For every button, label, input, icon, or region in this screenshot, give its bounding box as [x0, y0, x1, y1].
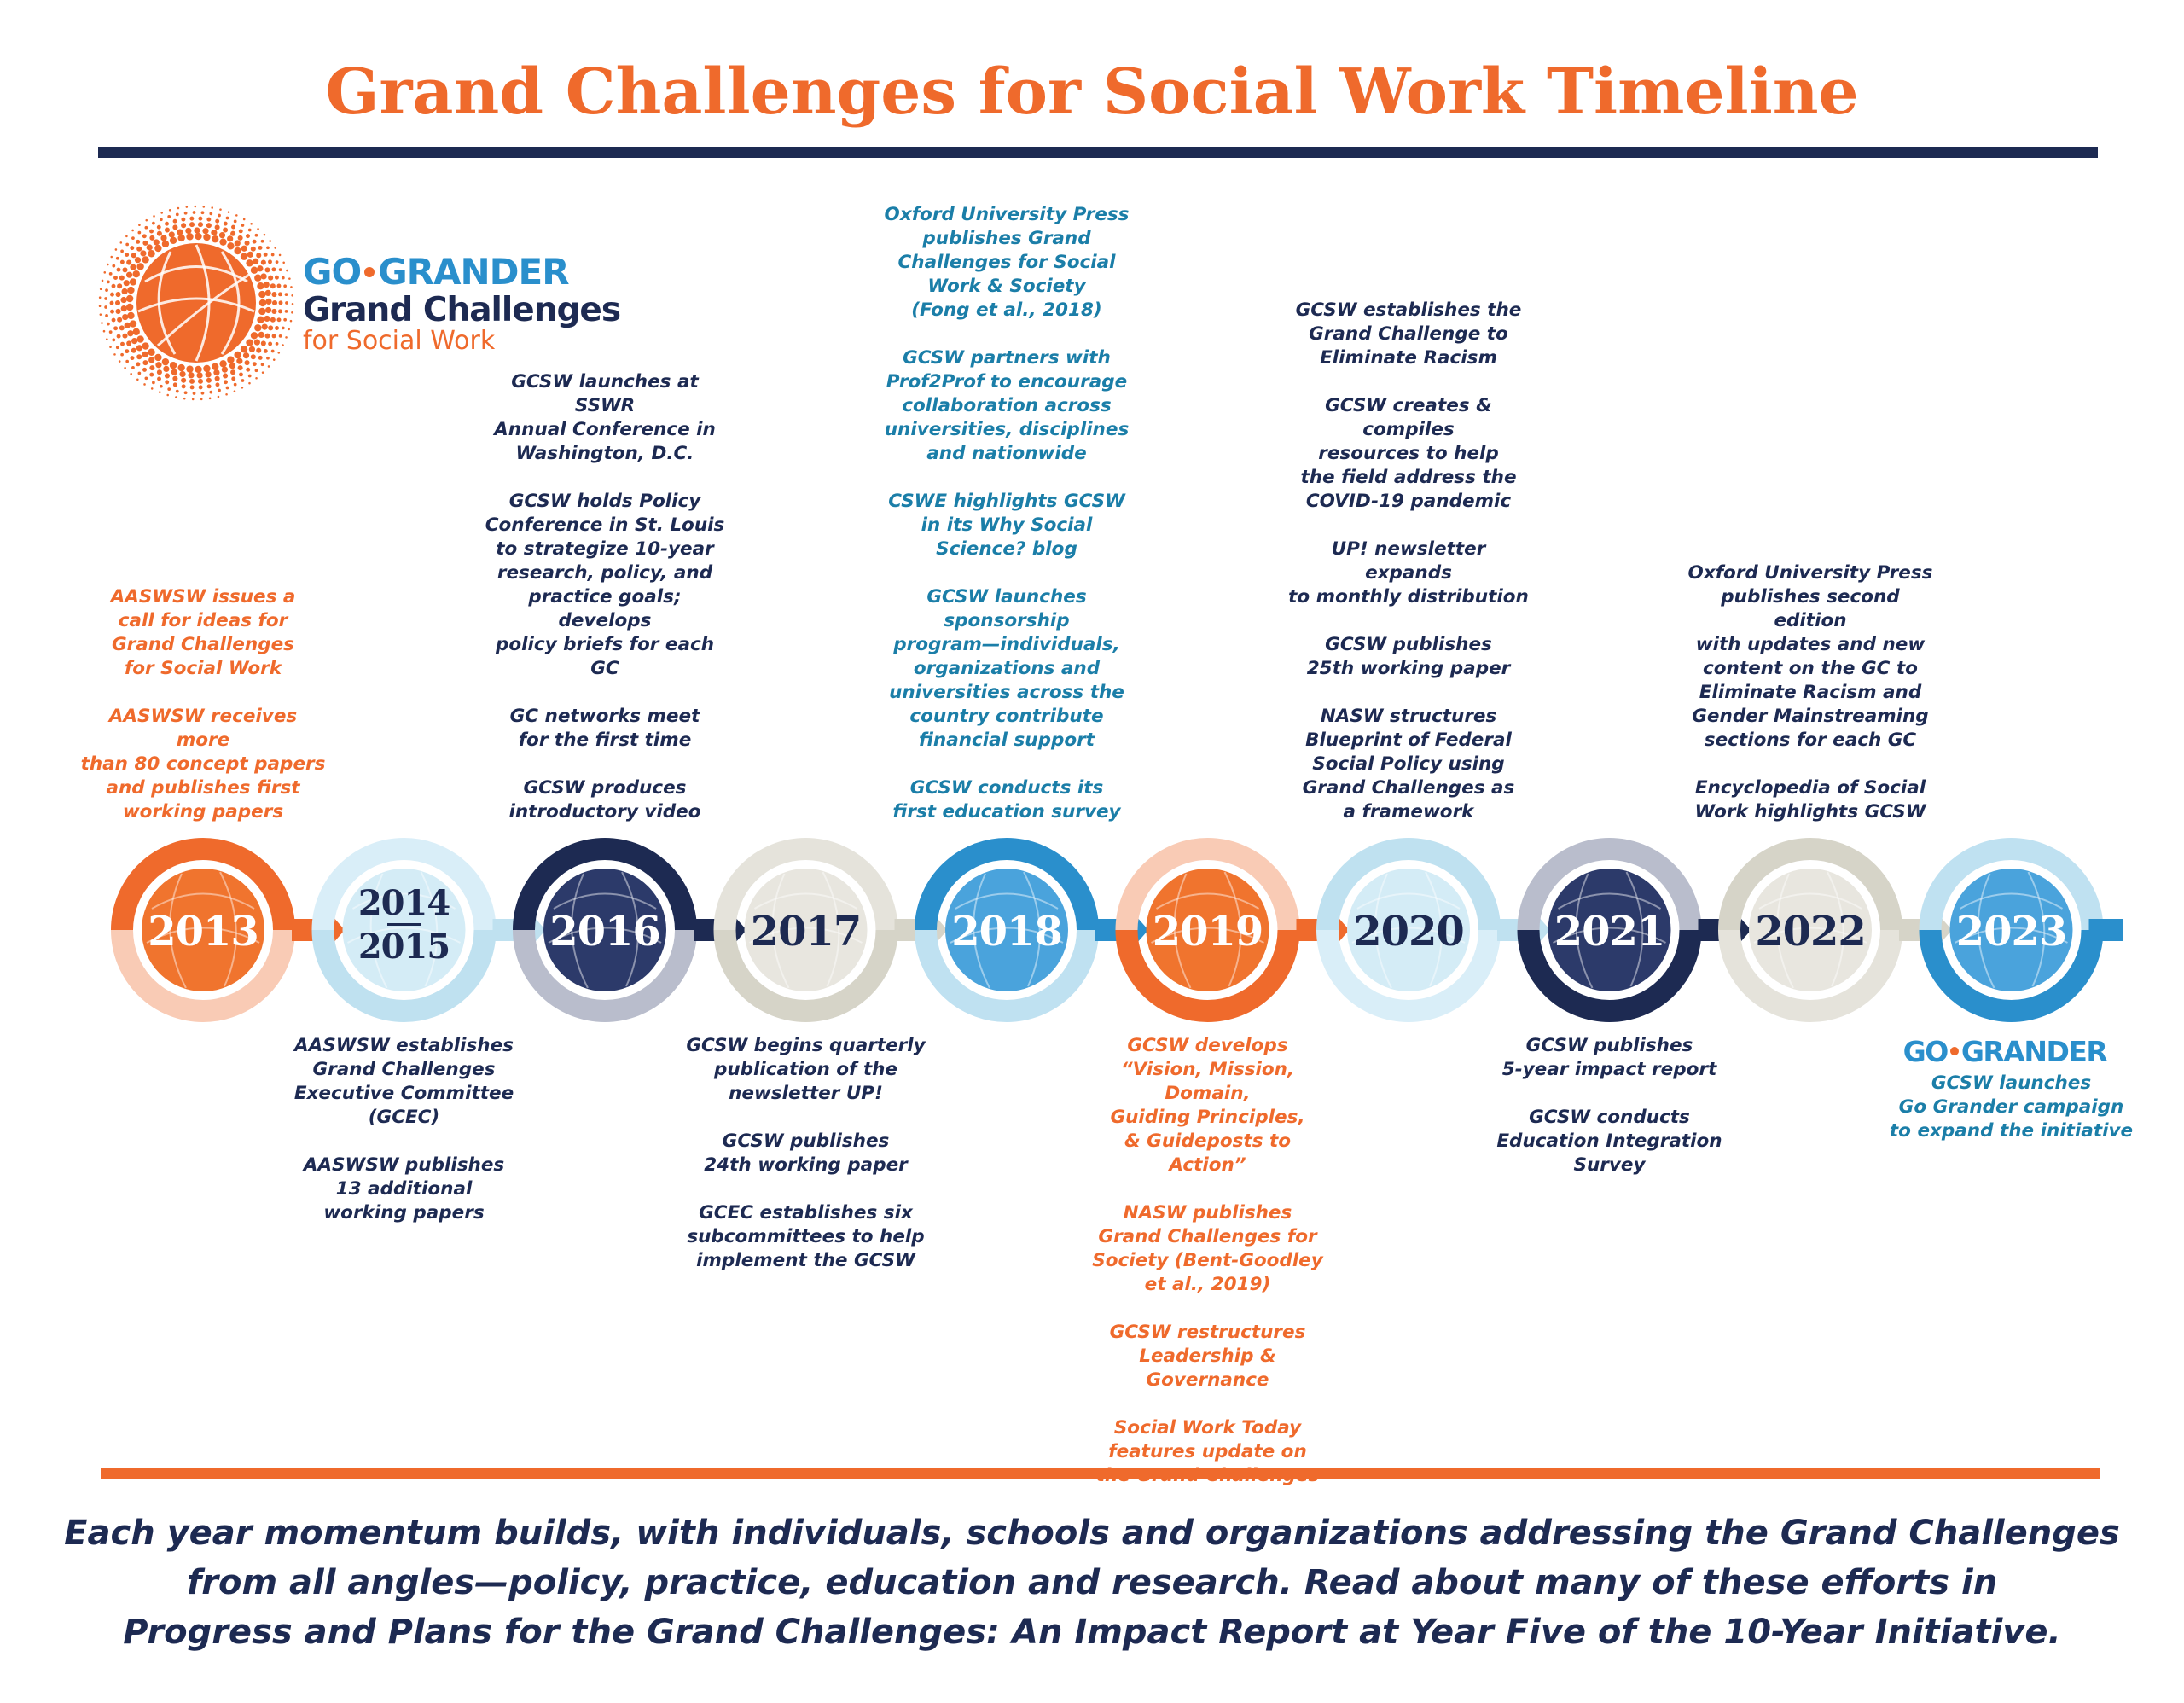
events-2014-below [281, 1034, 528, 1225]
event-item: GCSW publishes 25th working paper [1306, 634, 1511, 679]
year-label-start: 2014 [357, 883, 450, 923]
go-grander-badge [1902, 1035, 2107, 1068]
event-item: Encyclopedia of Social Work highlights GCSW [1694, 777, 1926, 822]
event-item: NASW structures Blueprint of Federal Social Policy using Grand Challenges as a framework [1302, 706, 1515, 822]
event-item: Oxford University Press publishes Grand Challenges for Social Work & Society (Fong et al., 2018) [884, 204, 1130, 321]
events-2017-below [682, 1034, 930, 1273]
event-item: NASW publishes Grand Challenges for Society (Bent-Goodley et al., 2019) [1092, 1202, 1323, 1295]
event-item: AASWSW publishes 13 additional working papers [303, 1154, 505, 1223]
wordmark-grander: GRANDER [378, 251, 569, 293]
event-item: GCSW holds Policy Conference in St. Louis to strategize 10-year research, policy, and practice goals; develops policy briefs for each GC [485, 491, 725, 679]
events-2023-below [1888, 1072, 2135, 1143]
footer-note [0, 1508, 2184, 1657]
event-item: GCEC establishes six subcommittees to help implement the GCSW [687, 1202, 925, 1271]
event-item: GCSW restructures Leadership & Governance [1109, 1322, 1306, 1391]
year-label: 2018 [951, 908, 1062, 956]
year-label: 2017 [750, 908, 862, 956]
footer-line-3: Progress and Plans for the Grand Challenges: An Impact Report at Year Five of the 10-Year Initiative. [123, 1613, 2061, 1652]
year-label: 2023 [1955, 908, 2067, 956]
footer-line-1: Each year momentum builds, with individuals, schools and organizations addressing the Grand Challenges [64, 1514, 2120, 1553]
event-item: GCSW publishes 24th working paper [704, 1130, 908, 1176]
events-2020-above [1285, 299, 1532, 824]
event-item: Oxford University Press publishes second edition with updates and new content on the GC to Eliminate Racism and Gender Mainstreaming sections for each GC [1687, 562, 1933, 751]
year-label [319, 883, 490, 967]
events-2019-below [1084, 1034, 1332, 1488]
events-2022-above [1687, 561, 1934, 824]
year-range-rule [387, 923, 421, 926]
logo-line-1: Grand Challenges [303, 291, 621, 329]
year-label: 2016 [549, 908, 660, 956]
event-item: GCSW launches sponsorship program—individuals, organizations and universities across the country contribute financial support [889, 586, 1124, 751]
event-item: GCSW launches at SSWR Annual Conference in Washington, D.C. [494, 371, 716, 464]
year-label: 2019 [1152, 908, 1263, 956]
event-item: GCSW produces introductory video [508, 777, 701, 822]
logo-line-2: for Social Work [303, 326, 496, 356]
badge-grander: GRANDER [1960, 1035, 2107, 1068]
badge-go: GO [1902, 1035, 1948, 1068]
event-item: GCSW establishes the Grand Challenge to Eliminate Racism [1295, 299, 1522, 369]
footer-line-2: from all angles—policy, practice, education and research. Read about many of these efforts in [186, 1563, 1998, 1602]
bottom-divider [101, 1468, 2100, 1479]
events-2021-below [1486, 1034, 1734, 1177]
event-item: GCSW publishes 5-year impact report [1502, 1035, 1717, 1080]
event-item: UP! newsletter expands to monthly distribution [1288, 538, 1529, 607]
event-item: GCSW launches Go Grander campaign to expand the initiative [1889, 1072, 2134, 1142]
event-item: AASWSW issues a call for ideas for Grand Challenges for Social Work [110, 586, 296, 679]
events-2016-above [481, 370, 729, 824]
badge-dot [1950, 1047, 1959, 1055]
event-item: GCSW begins quarterly publication of the newsletter UP! [686, 1035, 926, 1104]
event-item: AASWSW establishes Grand Challenges Executive Committee (GCEC) [293, 1035, 514, 1128]
year-label: 2020 [1353, 908, 1464, 956]
wordmark-go: GO [303, 251, 362, 293]
events-2018-above [883, 203, 1130, 824]
event-item: GCSW partners with Prof2Prof to encourage collaboration across universities, disciplines and nationwide [884, 347, 1130, 464]
event-item: GCSW conducts its first education survey [892, 777, 1121, 822]
event-item: GCSW develops “Vision, Mission, Domain, Guiding Principles, & Guideposts to Action” [1110, 1035, 1305, 1176]
event-item: GC networks meet for the first time [509, 706, 700, 751]
year-label: 2021 [1554, 908, 1665, 956]
page-title: Grand Challenges for Social Work Timeline [325, 55, 1859, 129]
event-item: AASWSW receives more than 80 concept papers and publishes first working papers [80, 706, 326, 822]
event-item: Social Work Today features update on [1108, 1417, 1307, 1462]
year-label: 2013 [148, 908, 258, 956]
event-item: CSWE highlights GCSW in its Why Social Science? blog [888, 491, 1125, 560]
year-label: 2022 [1755, 908, 1866, 956]
year-label-end: 2015 [357, 927, 450, 967]
event-item: GCSW creates & compiles resources to help the field address the COVID-19 pandemic [1300, 395, 1517, 512]
event-item: GCSW conducts Education Integration Survey [1496, 1107, 1722, 1176]
events-2013-above [79, 585, 327, 824]
